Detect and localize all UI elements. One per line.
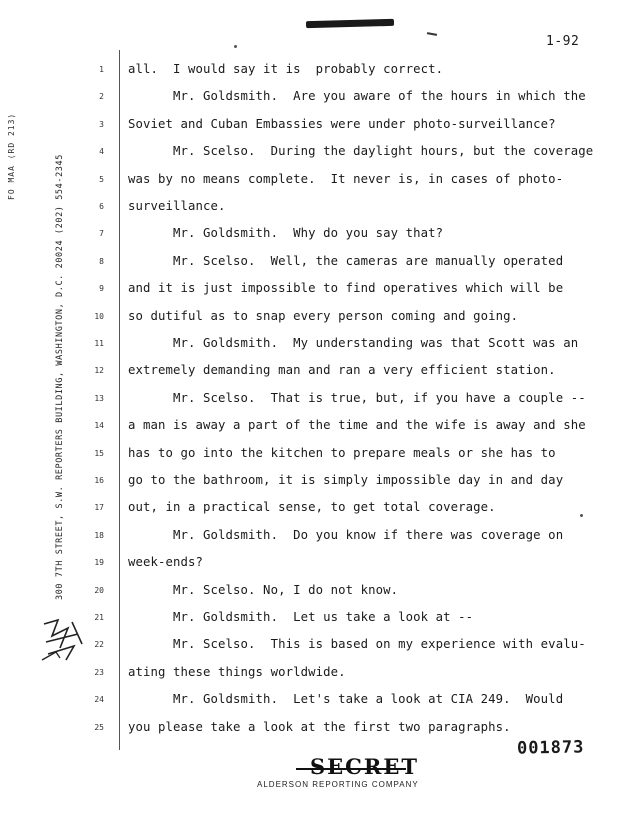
transcript-line: go to the bathroom, it is simply impossible day in and day [128,473,564,487]
transcript-line: out, in a practical sense, to get total coverage. [128,500,496,514]
line-number: 18 [94,531,104,540]
line-number: 23 [94,668,104,677]
document-number: 001873 [516,737,585,759]
speck [580,514,583,517]
margin-stamp: FO MAA (RD 213) [7,112,16,200]
stray-mark [427,32,437,36]
margin-rule [119,50,120,750]
transcript-line: Mr. Scelso. Well, the cameras are manually operated [128,254,564,268]
reporter-footer: ALDERSON REPORTING COMPANY [257,780,419,789]
line-number: 14 [94,421,104,430]
transcript-line: extremely demanding man and ran a very efficient station. [128,363,556,377]
transcript-line: you please take a look at the first two paragraphs. [128,720,511,734]
transcript-line: was by no means complete. It never is, in cases of photo- [128,172,564,186]
line-number: 13 [94,394,104,403]
line-number: 4 [99,147,104,156]
classification-stamp: SECRET [310,754,419,779]
line-number: 24 [94,695,104,704]
line-number: 17 [94,503,104,512]
line-number: 5 [99,175,104,184]
handwritten-initials [38,614,88,664]
transcript-line: a man is away a part of the time and the wife is away and she [128,418,586,432]
line-number: 19 [94,558,104,567]
transcript-line: Mr. Scelso. This is based on my experience with evalu- [128,637,586,651]
transcript-line: week-ends? [128,555,204,569]
transcript-line: has to go into the kitchen to prepare meals or she has to [128,446,556,460]
line-number: 8 [99,257,104,266]
line-number: 20 [94,586,104,595]
line-number: 21 [94,613,104,622]
transcript-line: Mr. Goldsmith. Let's take a look at CIA 249. Would [128,692,564,706]
line-number: 3 [99,120,104,129]
stamp-strike-line [296,768,406,770]
line-number: 15 [94,449,104,458]
line-number: 12 [94,366,104,375]
transcript-line: Mr. Goldsmith. My understanding was that Scott was an [128,336,579,350]
transcript-line: Mr. Goldsmith. Do you know if there was coverage on [128,528,564,542]
transcript-line: Mr. Goldsmith. Why do you say that? [128,226,444,240]
line-number: 16 [94,476,104,485]
line-number: 10 [94,312,104,321]
redaction-mark [306,19,394,28]
transcript-line: and it is just impossible to find operatives which will be [128,281,564,295]
transcript-line: Mr. Goldsmith. Let us take a look at -- [128,610,474,624]
transcript-line: Mr. Scelso. During the daylight hours, but the coverage [128,144,594,158]
line-number: 9 [99,284,104,293]
line-number: 11 [94,339,104,348]
transcript-line: all. I would say it is probably correct. [128,62,444,76]
line-number: 25 [94,723,104,732]
speck [234,45,237,48]
transcript-line: Mr. Scelso. No, I do not know. [128,583,399,597]
transcript-line: Mr. Goldsmith. Are you aware of the hours in which the [128,89,586,103]
transcript-line: so dutiful as to snap every person coming and going. [128,309,519,323]
transcript-line: ating these things worldwide. [128,665,346,679]
line-number: 7 [99,229,104,238]
transcript-line: surveillance. [128,199,226,213]
reporter-address: 300 7TH STREET, S.W. REPORTERS BUILDING, WASHINGTON, D.C. 20024 (202) 554-2345 [55,154,65,600]
line-number: 1 [99,65,104,74]
line-number: 2 [99,92,104,101]
line-number: 6 [99,202,104,211]
transcript-line: Mr. Scelso. That is true, but, if you have a couple -- [128,391,586,405]
line-number: 22 [94,640,104,649]
transcript-line: Soviet and Cuban Embassies were under photo-surveillance? [128,117,556,131]
page-number: 1-92 [546,34,580,49]
